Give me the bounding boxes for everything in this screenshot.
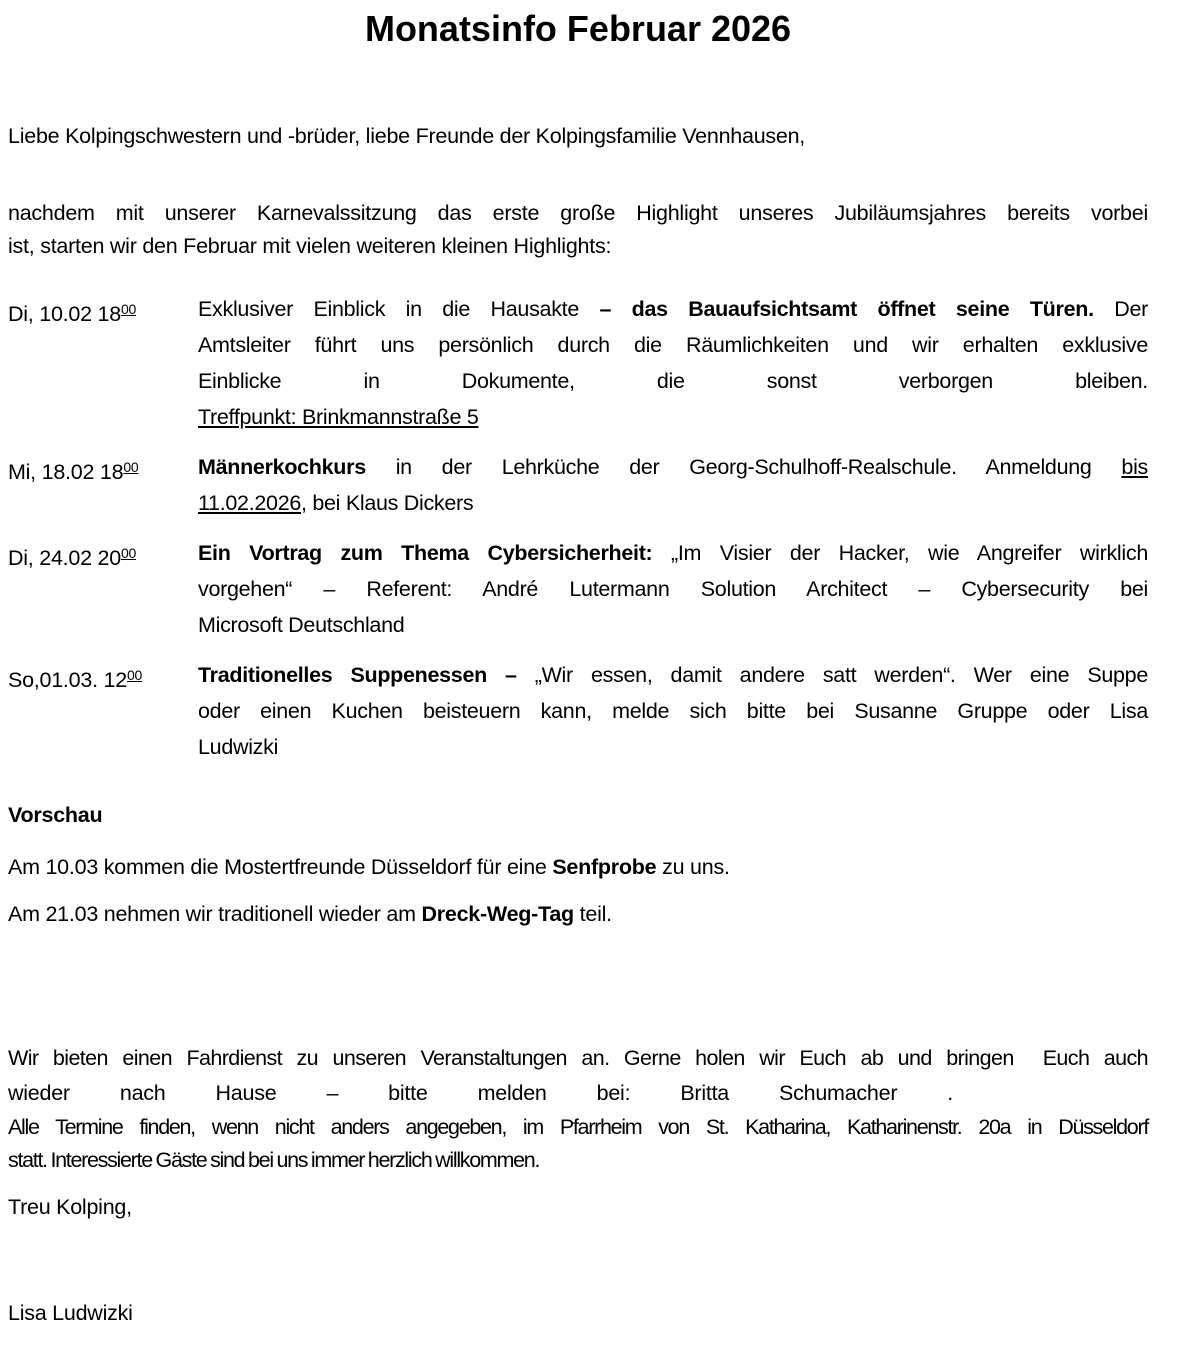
event-description: Männerkochkurs in der Lehrküche der Georg-Schulhoff-Realschule. Anmeldung bis 11.02.2026, bei Klaus Dickers [198, 455, 1148, 515]
event-date-text: Di, 24.02 20 [8, 546, 121, 570]
event-time-superscript: 00 [126, 667, 143, 683]
event-date [8, 657, 198, 765]
event-item [8, 657, 1148, 765]
event-time-superscript: 00 [120, 545, 137, 561]
event-time-superscript: 00 [123, 459, 139, 475]
event-item [8, 291, 1148, 435]
greeting-line: Liebe Kolpingschwestern und -brüder, liebe Freunde der Kolpingsfamilie Vennhausen, [8, 124, 806, 148]
intro-paragraph: nachdem mit unserer Karnevalssitzung das erste große Highlight unseres Jubiläumsjahres bereits vorbei ist, starten wir den Februar mit vielen weiteren kleinen Highlights: [8, 201, 1148, 258]
event-item [8, 535, 1148, 643]
vorschau-item: Am 10.03 kommen die Mostertfreunde Düsseldorf für eine Senfprobe zu uns. [8, 855, 730, 879]
event-date [8, 535, 198, 643]
event-date [8, 291, 198, 435]
document-title: Monatsinfo Februar 2026 [364, 8, 792, 49]
event-list [8, 291, 1148, 765]
closing-line: Treu Kolping, [8, 1195, 132, 1219]
event-description: Traditionelles Suppenessen – „Wir essen, damit andere satt werden“. Wer eine Suppe oder einen Kuchen beisteuern kann, melde sich bitte bei Susanne Gruppe oder Lisa Ludwizki [198, 663, 1148, 759]
event-date-text: So,01.03. 12 [8, 668, 127, 692]
event-description: Exklusiver Einblick in die Hausakte – das Bauaufsichtsamt öffnet seine Türen. Der Amtsleiter führt uns persönlich durch die Räumlichkeiten und wir erhalten exklusive Einblicke in Dokumente, die sonst verborgen bleiben. Treffpunkt: Brinkmannstraße 5 [198, 297, 1148, 429]
event-description: Ein Vortrag zum Thema Cybersicherheit: „Im Visier der Hacker, wie Angreifer wirklich vorgehen“ – Referent: André Lutermann Solution Architect – Cybersecurity bei Microsoft Deutschland [198, 541, 1148, 637]
event-date-text: Di, 10.02 18 [8, 302, 121, 326]
signature-line: Lisa Ludwizki [8, 1301, 133, 1325]
fahrdienst-paragraph: Wir bieten einen Fahrdienst zu unseren Veranstaltungen an. Gerne holen wir Euch ab und bringen Euch auch wieder nach Hause – bitte melden bei: Britta Schumacher . [8, 1046, 1148, 1105]
termine-paragraph: Alle Termine finden, wenn nicht anders angegeben, im Pfarrheim von St. Katharina, Katharinenstr. 20a in Düsseldorf statt. Interessierte Gäste sind bei uns immer herzlich willkommen. [8, 1115, 1148, 1172]
vorschau-heading: Vorschau [8, 803, 103, 827]
vorschau-item: Am 21.03 nehmen wir traditionell wieder am Dreck-Weg-Tag teil. [8, 902, 612, 926]
event-date [8, 449, 198, 521]
event-time-superscript: 00 [120, 301, 137, 317]
event-date-text: Mi, 18.02 18 [8, 460, 124, 484]
event-item [8, 449, 1148, 521]
